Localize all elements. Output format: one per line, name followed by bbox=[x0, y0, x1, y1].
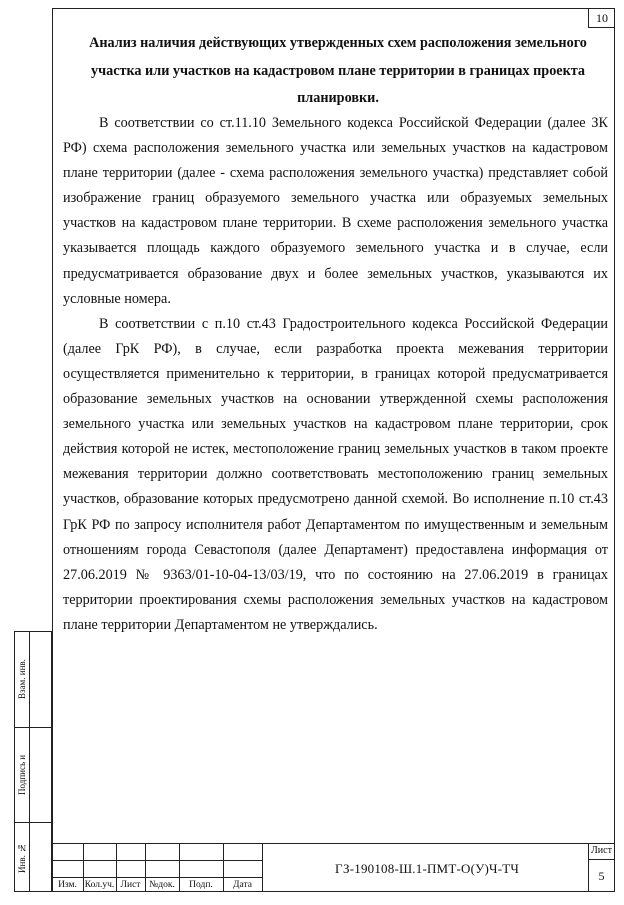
col-kol-uch: Кол.уч. bbox=[84, 880, 115, 890]
sheet-number: 5 bbox=[598, 869, 605, 883]
paragraph-2: В соответствии с п.10 ст.43 Градостроительного кодекса Российской Федерации (далее ГрК РФ), в случае, если разработка проекта межевания территории осуществляется применительно к территории, в границах которой предусматривается образование земельных участков на основании утвержденной схемы расположения земельного участка или земельных участков на кадастровом плане территории, срок действия которой не истек, местоположение границ земельных участков в таком проекте межевания территории должно соответствовать местоположению границ земельных участков, образование которых предусмотрено данной схемой. Во исполнение п.10 ст.43 ГрК РФ по запросу исполнителя работ Департаментом по имущественным и земельным отношениям города Севастополя (далее Департамент) предоставлена информация от 27.06.2019 № 9363/01-10-04-13/03/19, что по состоянию на 27.06.2019 в границах территории проектирования схемы расположения земельных участков на кадастровом плане территории Департаментом не утверждались. bbox=[63, 315, 608, 633]
label-inv-no: Инв. № bbox=[17, 842, 27, 873]
title-block bbox=[52, 843, 615, 892]
col-ndok: №док. bbox=[149, 880, 175, 890]
col-izm: Изм. bbox=[58, 880, 77, 890]
paragraph-1: В соответствии со ст.11.10 Земельного кодекса Российской Федерации (далее ЗК РФ) схема расположения земельного участка или земельных участков на кадастровом плане территории (далее - схема расположения земельного участка) представляет собой изображение границ образуемого земельного участка или образуемых земельных участков на кадастровом плане территории. В схеме расположения земельного участка указывается площадь каждого образуемого земельного участка и в случае, если предусматривается образование двух и более земельных участков, указываются их условные номера. bbox=[63, 115, 608, 307]
side-approval-stamp bbox=[14, 631, 52, 892]
sheet-label: Лист bbox=[591, 845, 612, 856]
label-podpis-data: Подпись и bbox=[17, 754, 27, 795]
col-podp: Подп. bbox=[189, 880, 213, 890]
col-list: Лист bbox=[120, 880, 141, 890]
body-text bbox=[63, 111, 608, 638]
document-code: ГЗ-190108-Ш.1-ПМТ-О(У)Ч-ТЧ bbox=[334, 860, 520, 876]
page-corner-number: 10 bbox=[588, 8, 615, 28]
col-data: Дата bbox=[233, 880, 252, 890]
section-title: Анализ наличия действующих утвержденных схем расположения земельного участка или участков на кадастровом плане территории в границах проекта планировки. bbox=[89, 35, 587, 106]
label-vzam-inv: Взам. инв. bbox=[17, 659, 27, 700]
